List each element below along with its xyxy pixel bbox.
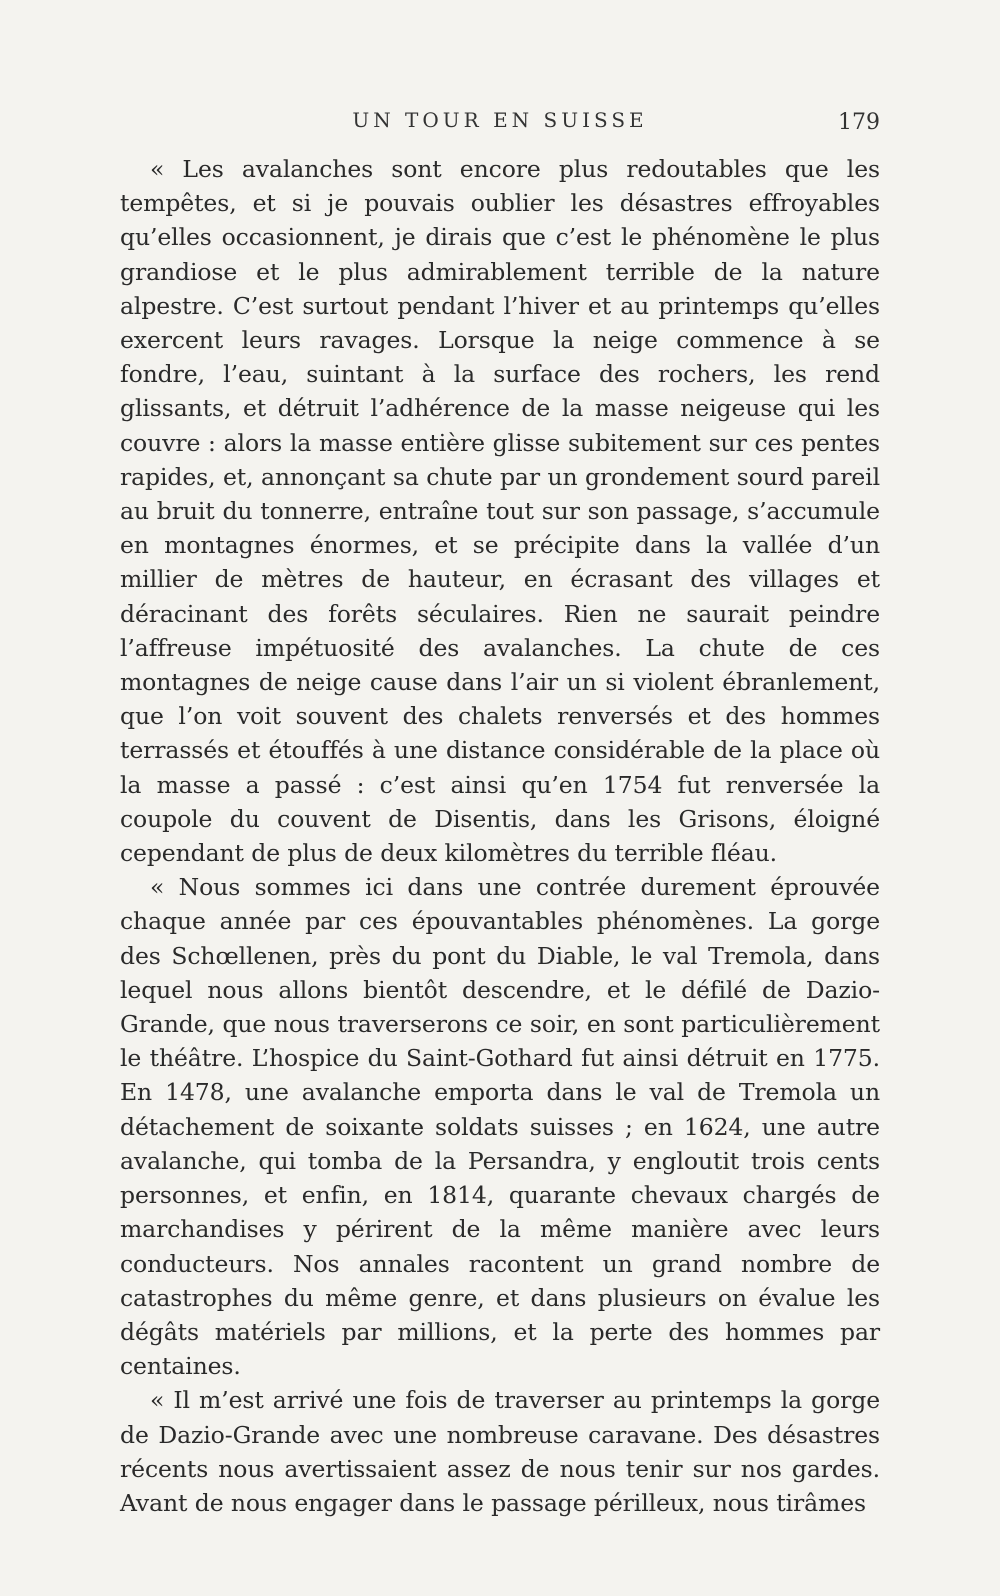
paragraph-avalanches: « Les avalanches sont encore plus redoutables que les tempêtes, et si je pouvais oublier les désastres effroyables qu’elles occasionnent, je dirais que c’est le phénomène le plus grandiose et le plus admirablement terrible de la nature alpestre. C’est surtout pendant l’hiver et au printemps qu’elles exercent leurs ravages. Lorsque la neige commence à se fondre, l’eau, suintant à la surface des rochers, les rend glissants, et détruit l’adhérence de la masse neigeuse qui les couvre : alors la masse entière glisse subitement sur ces pentes rapides, et, annonçant sa chute par un grondement sourd pareil au bruit du tonnerre, entraîne tout sur son passage, s’accumule en montagnes énormes, et se précipite dans la vallée d’un millier de mètres de hauteur, en écrasant des villages et déracinant des forêts séculaires. Rien ne saurait peindre l’affreuse impétuosité des avalanches. La chute de ces montagnes de neige cause dans l’air un si violent ébranlement, que l’on voit souvent des chalets renversés et des hommes terrassés et étouffés à une distance considérable de la place où la masse a passé : c’est ainsi qu’en 1754 fut renversée la coupole du couvent de Disentis, dans les Grisons, éloigné cependant de plus de deux kilomètres du terrible fléau. [120,155,880,868]
paragraph-traversee: « Il m’est arrivé une fois de traverser au printemps la gorge de Dazio-Grande avec une nombreuse caravane. Des désastres récents nous avertissaient assez de nous tenir sur nos gardes. Avant de nous engager dans le passage périlleux, nous tirâmes [120,1386,880,1517]
running-head [120,108,880,138]
paragraph-contree: « Nous sommes ici dans une contrée durement éprouvée chaque année par ces épouvantables phénomènes. La gorge des Schœllenen, près du pont du Diable, le val Tremola, dans lequel nous allons bientôt descendre, et le défilé de Dazio-Grande, que nous traverserons ce soir, en sont particulièrement le théâtre. L’hospice du Saint-Gothard fut ainsi détruit en 1775. En 1478, une avalanche emporta dans le val de Tremola un détachement de soixante soldats suisses ; en 1624, une autre avalanche, qui tomba de la Persandra, y engloutit trois cents personnes, et enfin, en 1814, quarante chevaux chargés de marchandises y périrent de la même manière avec leurs conducteurs. Nos annales racontent un grand nombre de catastrophes du même genre, et dans plusieurs on évalue les dégâts matériels par millions, et la perte des hommes par centaines. [120,873,880,1381]
page-number: 179 [838,110,880,135]
body-text [120,152,880,1520]
running-title: UN TOUR EN SUISSE [352,108,648,132]
